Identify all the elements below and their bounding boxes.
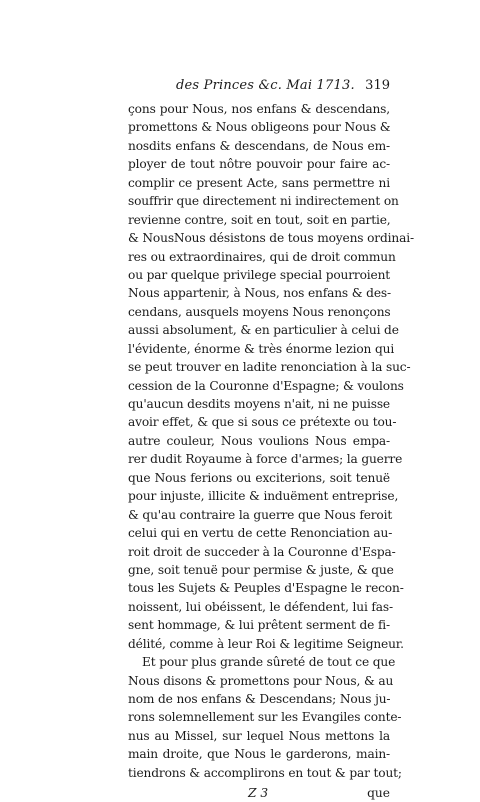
text-line: roit droit de succeder à la Couronne d'Espa- — [128, 544, 396, 559]
body-text — [128, 100, 414, 782]
text-line: sent hommage, & lui prêtent serment de fi- — [128, 618, 391, 633]
running-title: des Princes &c. Mai 1713. — [176, 78, 355, 93]
text-line: l'évidente, énorme & très énorme lezion qui — [128, 341, 395, 356]
book-page — [128, 78, 414, 802]
text-line: avoir effet, & que si sous ce prétexte ou tou- — [128, 415, 397, 430]
text-line: noissent, lui obéissent, le défendent, lui fas- — [128, 599, 393, 614]
text-line: aussi absolument, & en particulier à celui de — [128, 323, 399, 338]
text-line: que Nous ferions ou exciterions, soit tenuë — [128, 470, 390, 485]
text-line: & qu'au contraire la guerre que Nous feroit — [128, 507, 393, 522]
text-line: promettons & Nous obligeons pour Nous & — [128, 120, 391, 135]
text-line: ployer de tout nôtre pouvoir pour faire ac- — [128, 157, 390, 172]
text-line: Nous appartenir, à Nous, nos enfans & des- — [128, 286, 391, 301]
text-line: nosdits enfans & descendans, de Nous em- — [128, 138, 390, 153]
text-line: & NousNous désistons de tous moyens ordinai- — [128, 231, 414, 246]
page-header — [128, 78, 390, 98]
text-line: res ou extraordinaires, qui de droit commun — [128, 249, 396, 264]
text-line: tiendrons & accomplirons en tout & par tout; — [128, 765, 402, 780]
text-line: cession de la Couronne d'Espagne; & voulons — [128, 378, 404, 393]
text-line: pour injuste, illicite & induëment entreprise, — [128, 489, 399, 504]
text-line: cendans, ausquels moyens Nous renonçons — [128, 304, 391, 319]
text-line: souffrir que directement ni indirectement on — [128, 194, 399, 209]
text-line: rer dudit Royaume à force d'armes; la guerre — [128, 452, 403, 467]
text-line: revienne contre, soit en tout, soit en partie, — [128, 212, 391, 227]
text-line: autre couleur, Nous voulions Nous empa- — [128, 433, 390, 448]
page-number: 319 — [365, 78, 390, 93]
text-line: complir ce present Acte, sans permettre ni — [128, 175, 390, 190]
text-line: tous les Sujets & Peuples d'Espagne le recon- — [128, 581, 404, 596]
text-line: rons solemnellement sur les Evangiles conte- — [128, 710, 402, 725]
page-footer — [128, 784, 390, 802]
text-line: qu'aucun desdits moyens n'ait, ni ne puisse — [128, 397, 390, 411]
text-line: celui qui en vertu de cette Renonciation au- — [128, 526, 393, 541]
text-line: se peut trouver en ladite renonciation à la suc- — [128, 360, 411, 375]
signature-mark: Z 3 — [248, 786, 269, 801]
text-line: nom de nos enfans & Descendans; Nous ju- — [128, 692, 391, 706]
text-line: çons pour Nous, nos enfans & descendans, — [128, 102, 390, 116]
text-line: Et pour plus grande sûreté de tout ce que — [142, 655, 396, 670]
text-line: ou par quelque privilege special pourroient — [128, 267, 391, 282]
text-line: délité, comme à leur Roi & legitime Seigneur. — [128, 636, 404, 651]
catchword: que — [367, 786, 390, 801]
text-line: main droite, que Nous le garderons, main- — [128, 747, 390, 762]
text-line: nus au Missel, sur lequel Nous mettons la — [128, 728, 390, 743]
text-line: gne, soit tenuë pour permise & juste, & que — [128, 562, 394, 577]
text-line: Nous disons & promettons pour Nous, & au — [128, 673, 394, 688]
